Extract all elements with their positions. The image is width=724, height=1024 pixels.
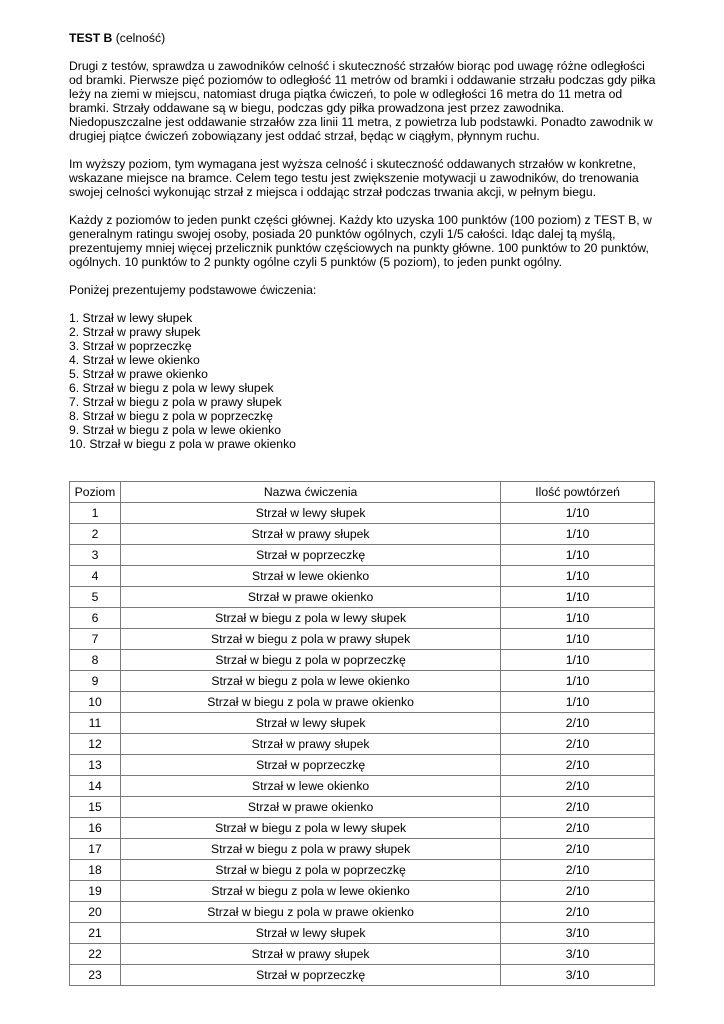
table-row: [70, 587, 655, 608]
cell-repetitions: 1/10: [501, 524, 655, 545]
cell-level: 2: [70, 524, 121, 545]
header-ilosc: Ilość powtórzeń: [501, 482, 655, 503]
cell-level: 13: [70, 755, 121, 776]
cell-level: 9: [70, 671, 121, 692]
cell-exercise: Strzał w prawy słupek: [120, 524, 500, 545]
cell-repetitions: 1/10: [501, 566, 655, 587]
table-row: [70, 545, 655, 566]
table-row: [70, 671, 655, 692]
cell-repetitions: 2/10: [501, 755, 655, 776]
cell-exercise: Strzał w poprzeczkę: [120, 545, 500, 566]
table-row: [70, 734, 655, 755]
cell-repetitions: 2/10: [501, 839, 655, 860]
cell-level: 10: [70, 692, 121, 713]
cell-repetitions: 2/10: [501, 881, 655, 902]
cell-exercise: Strzał w biegu z pola w poprzeczkę: [120, 860, 500, 881]
cell-exercise: Strzał w biegu z pola w prawe okienko: [120, 902, 500, 923]
cell-level: 17: [70, 839, 121, 860]
table-header-row: [70, 482, 655, 503]
table-row: [70, 797, 655, 818]
list-item: 9. Strzał w biegu z pola w lewe okienko: [69, 423, 282, 437]
cell-repetitions: 1/10: [501, 671, 655, 692]
cell-exercise: Strzał w lewy słupek: [120, 503, 500, 524]
cell-exercise: Strzał w biegu z pola w prawe okienko: [120, 692, 500, 713]
cell-exercise: Strzał w poprzeczkę: [120, 755, 500, 776]
cell-repetitions: 1/10: [501, 629, 655, 650]
cell-repetitions: 1/10: [501, 692, 655, 713]
cell-repetitions: 1/10: [501, 650, 655, 671]
list-item: 3. Strzał w poprzeczkę: [69, 339, 192, 353]
cell-repetitions: 2/10: [501, 818, 655, 839]
paragraph-points: Każdy z poziomów to jeden punkt części głównej. Każdy kto uzyska 100 punktów (100 poziom) z TEST B, w generalnym ratingu swojej osoby, posiada 20 punktów ogólnych, czyli 1/5 całości. Idąc dalej tą myślą, prezentujemy mniej więcej przelicznik punktów częściowych na punkty główne. 100 punktów to 20 punktów, ogólnych. 10 punktów to 2 punkty ogólne czyli 5 punktów (5 poziom), to jeden punkt ogólny.: [69, 213, 652, 269]
table-row: [70, 881, 655, 902]
table-row: [70, 629, 655, 650]
list-item: 6. Strzał w biegu z pola w lewy słupek: [69, 381, 274, 395]
cell-exercise: Strzał w lewe okienko: [120, 776, 500, 797]
cell-exercise: Strzał w prawy słupek: [120, 734, 500, 755]
header-nazwa: Nazwa ćwiczenia: [120, 482, 500, 503]
paragraph-levels: Im wyższy poziom, tym wymagana jest wyższa celność i skuteczność oddawanych strzałów w konkretne, wskazane miejsce na bramce. Celem tego testu jest zwiększenie motywacji u zawodników, do trenowania swojej celności wykonując strzał z miejsca i oddając strzał podczas trwania akcji, w pełnym biegu.: [69, 157, 639, 199]
cell-exercise: Strzał w prawe okienko: [120, 797, 500, 818]
cell-exercise: Strzał w lewy słupek: [120, 713, 500, 734]
cell-repetitions: 2/10: [501, 860, 655, 881]
table-row: [70, 524, 655, 545]
cell-level: 18: [70, 860, 121, 881]
levels-table: [69, 481, 655, 986]
table-row: [70, 776, 655, 797]
cell-repetitions: 1/10: [501, 587, 655, 608]
cell-exercise: Strzał w prawy słupek: [120, 944, 500, 965]
cell-repetitions: 1/10: [501, 545, 655, 566]
table-row: [70, 713, 655, 734]
cell-exercise: Strzał w lewy słupek: [120, 923, 500, 944]
cell-exercise: Strzał w biegu z pola w lewy słupek: [120, 608, 500, 629]
cell-repetitions: 3/10: [501, 923, 655, 944]
list-item: 7. Strzał w biegu z pola w prawy słupek: [69, 395, 282, 409]
cell-exercise: Strzał w lewe okienko: [120, 566, 500, 587]
document-body: [69, 31, 657, 451]
cell-level: 5: [70, 587, 121, 608]
cell-repetitions: 2/10: [501, 797, 655, 818]
exercise-list: [69, 311, 657, 451]
cell-exercise: Strzał w biegu z pola w prawy słupek: [120, 629, 500, 650]
table-row: [70, 608, 655, 629]
cell-exercise: Strzał w prawe okienko: [120, 587, 500, 608]
paragraph-intro: Drugi z testów, sprawdza u zawodników celność i skuteczność strzałów biorąc pod uwagę różne odległości od bramki. Pierwsze pięć poziomów to odległość 11 metrów od bramki i oddawanie strzału podczas gdy piłka leży na ziemi w miejscu, natomiast druga piątka ćwiczeń, to pole w odległości 16 metra do 11 metra od bramki. Strzały oddawane są w biegu, podczas gdy piłka prowadzona jest przez zawodnika. Niedopuszczalne jest oddawanie strzałów zza linii 11 metra, z powietrza lub podstawki. Ponadto zawodnik w drugiej piątce ćwiczeń zobowiązany jest oddać strzał, będąc w ciągłym, płynnym ruchu.: [69, 59, 656, 143]
table-row: [70, 965, 655, 986]
title-rest: (celność): [112, 31, 166, 45]
cell-level: 7: [70, 629, 121, 650]
list-item: 2. Strzał w prawy słupek: [69, 325, 201, 339]
cell-exercise: Strzał w poprzeczkę: [120, 965, 500, 986]
cell-exercise: Strzał w biegu z pola w lewy słupek: [120, 818, 500, 839]
list-item: 10. Strzał w biegu z pola w prawe okienko: [69, 437, 296, 451]
cell-exercise: Strzał w biegu z pola w lewe okienko: [120, 671, 500, 692]
table-row: [70, 566, 655, 587]
table-row: [70, 503, 655, 524]
cell-exercise: Strzał w biegu z pola w lewe okienko: [120, 881, 500, 902]
cell-level: 4: [70, 566, 121, 587]
table-row: [70, 860, 655, 881]
table-row: [70, 650, 655, 671]
cell-level: 8: [70, 650, 121, 671]
cell-exercise: Strzał w biegu z pola w prawy słupek: [120, 839, 500, 860]
cell-exercise: Strzał w biegu z pola w poprzeczkę: [120, 650, 500, 671]
cell-level: 1: [70, 503, 121, 524]
cell-repetitions: 3/10: [501, 944, 655, 965]
cell-level: 22: [70, 944, 121, 965]
cell-level: 20: [70, 902, 121, 923]
table-row: [70, 923, 655, 944]
cell-repetitions: 2/10: [501, 902, 655, 923]
cell-level: 6: [70, 608, 121, 629]
cell-level: 14: [70, 776, 121, 797]
table-row: [70, 839, 655, 860]
cell-repetitions: 1/10: [501, 503, 655, 524]
cell-repetitions: 1/10: [501, 608, 655, 629]
title-bold: TEST B: [69, 31, 113, 45]
cell-repetitions: 2/10: [501, 734, 655, 755]
cell-level: 12: [70, 734, 121, 755]
list-item: 5. Strzał w prawe okienko: [69, 367, 208, 381]
cell-repetitions: 3/10: [501, 965, 655, 986]
cell-repetitions: 2/10: [501, 776, 655, 797]
table-row: [70, 818, 655, 839]
header-poziom: Poziom: [70, 482, 121, 503]
document-title: [69, 31, 657, 45]
cell-level: 3: [70, 545, 121, 566]
table-row: [70, 755, 655, 776]
list-item: 1. Strzał w lewy słupek: [69, 311, 193, 325]
cell-level: 11: [70, 713, 121, 734]
paragraph-exercises-intro: Poniżej prezentujemy podstawowe ćwiczenia:: [69, 283, 317, 297]
cell-level: 15: [70, 797, 121, 818]
cell-level: 19: [70, 881, 121, 902]
table-row: [70, 902, 655, 923]
list-item: 8. Strzał w biegu z pola w poprzeczkę: [69, 409, 273, 423]
list-item: 4. Strzał w lewe okienko: [69, 353, 200, 367]
cell-level: 23: [70, 965, 121, 986]
table-row: [70, 944, 655, 965]
cell-level: 16: [70, 818, 121, 839]
cell-repetitions: 2/10: [501, 713, 655, 734]
cell-level: 21: [70, 923, 121, 944]
table-row: [70, 692, 655, 713]
